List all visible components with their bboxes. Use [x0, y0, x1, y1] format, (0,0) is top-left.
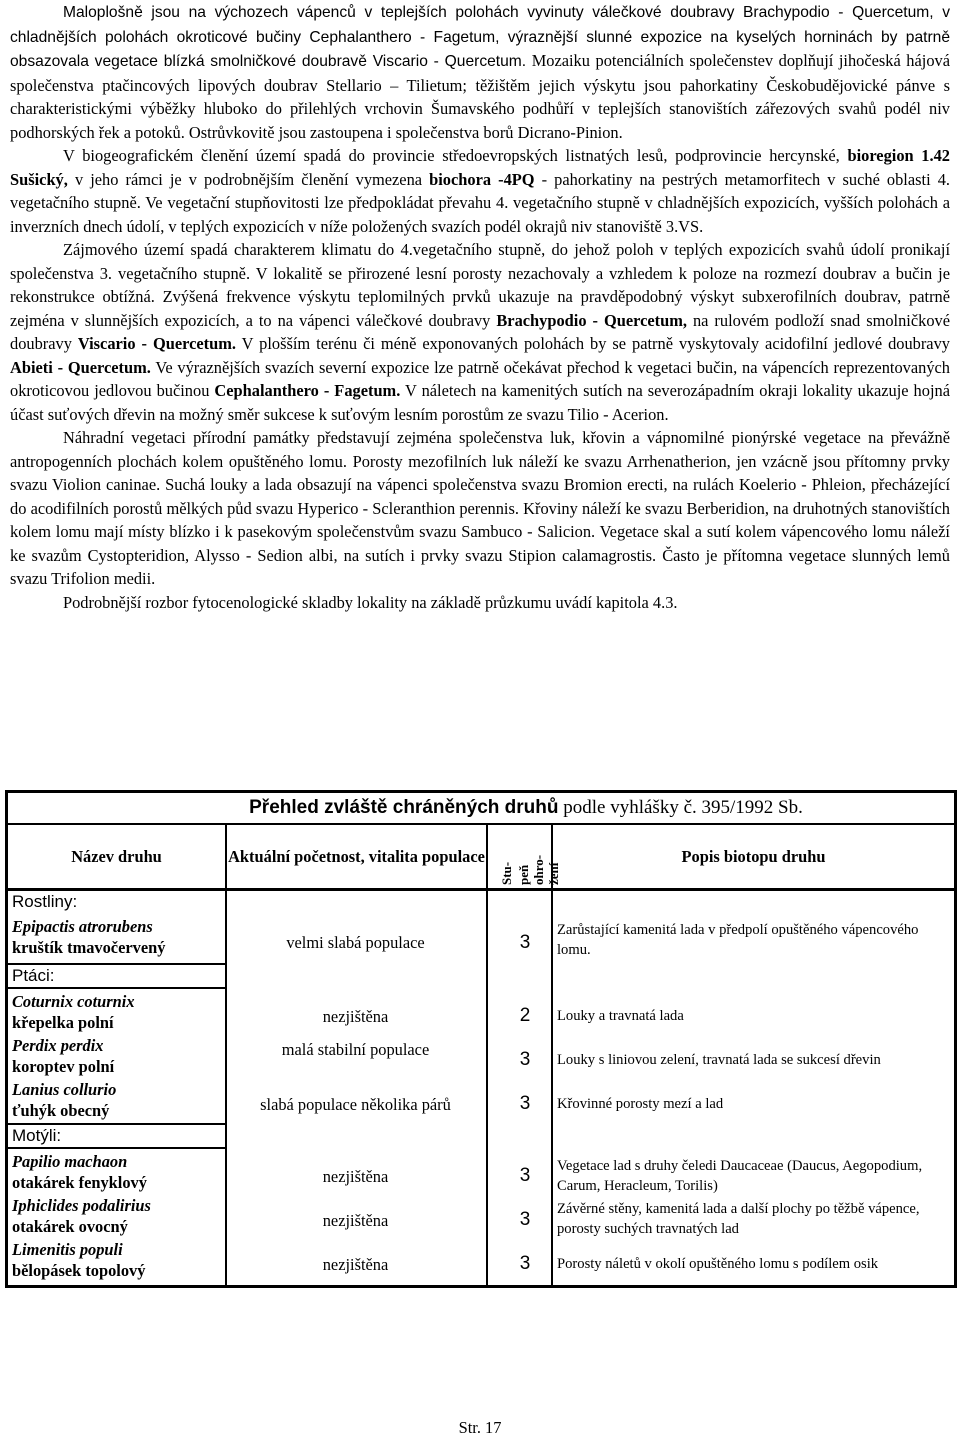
- species-perdix: Perdix perdix koroptev polní: [12, 1036, 115, 1076]
- degree-cell: 3: [519, 1093, 531, 1114]
- population-cell: nezjištěna: [322, 1255, 389, 1274]
- population-cell: velmi slabá populace: [286, 933, 425, 952]
- header-degree: Stu- peň ohro- žení: [488, 825, 551, 891]
- degree-cell: 3: [519, 1165, 531, 1186]
- species-iphiclides: Iphiclides podalirius otakárek ovocný: [12, 1196, 151, 1236]
- population-cell: nezjištěna: [322, 1211, 389, 1230]
- biotope-cell: Vegetace lad s druhy čeledi Daucaceae (Daucus, Aegopodium, Carum, Heracleum, Torilis): [557, 1158, 923, 1194]
- species-papilio: Papilio machaon otakárek fenyklový: [12, 1152, 147, 1192]
- group-butterflies: Motýli:: [8, 1123, 225, 1149]
- biotope-cell: Zarůstající kamenitá lada v předpolí opuštěného vápencového lomu.: [557, 922, 919, 958]
- degree-cell: 3: [519, 1049, 531, 1070]
- paragraph-4: Náhradní vegetaci přírodní památky představují zejména společenstva luk, křovin a vápnomilné pionýrské vegetace na převážně antropogenních plochách kolem opuštěného lomu. Porosty mezofilních luk náleží ke svazu Arrhenatherion, jen vzácně jsou přítomny prvky svazu Violion caninae. Suchá louky a lada obsazují na vápenci společenstva svazu Bromion erecti, na rulách Koelerio - Phleion, přecházející do acodifilních porostů mělkých půd svazu Hyperico - Scleranthion perennis. Křoviny náleží ke svazu Berberidion, na druhotných stanovištích kolem lomu mají místy blízko i k pasekovým společenstvům svazu Sambuco - Salicion. Vegetace skal a sutí kolem vápencového lomu náleží ke svazům Cystopteridion, Alysso - Sedion albi, na sutích i prvky svazu Stipion calamagrostis. Často je přítomna vegetace slunných lemů svazu Trifolion medii.: [10, 428, 950, 588]
- group-birds: Ptáci:: [8, 963, 225, 989]
- group-plants: Rostliny:: [12, 892, 78, 911]
- header-biotope: Popis biotopu druhu: [553, 825, 954, 891]
- degree-cell: 2: [519, 1005, 531, 1026]
- biotope-cell: Křovinné porosty mezí a lad: [557, 1096, 724, 1112]
- degree-cell: 3: [519, 932, 531, 953]
- body-text: [10, 0, 950, 614]
- paragraph-5: Podrobnější rozbor fytocenologické skladby lokality na základě průzkumu uvádí kapitola 4.3.: [63, 592, 678, 612]
- degree-cell: 3: [519, 1209, 531, 1230]
- header-name: Název druhu: [8, 825, 225, 891]
- population-cell: slabá populace několika párů: [260, 1095, 451, 1114]
- table-title: Přehled zvláště chráněných druhů podle vyhlášky č. 395/1992 Sb.: [8, 793, 954, 825]
- header-population: Aktuální početnost, vitalita populace: [227, 825, 486, 891]
- biotope-cell: Závěrné stěny, kamenitá lada a další plochy po těžbě vápence, porosty suchých travnatých lad: [557, 1201, 920, 1237]
- biotope-cell: Louky s liniovou zelení, travnatá lada se sukcesí dřevin: [557, 1052, 881, 1068]
- species-coturnix: Coturnix coturnix křepelka polní: [12, 992, 135, 1032]
- species-column: [8, 891, 225, 1285]
- population-cell: malá stabilní populace: [281, 1040, 430, 1059]
- paragraph-1: Maloplošně jsou na výchozech vápenců v teplejších polohách vyvinuty válečkové doubravy Brachypodio - Quercetum, v chladnějších polohách okroticové bučiny Cephalanthero - Fagetum, výraznější slunné expozice na kyselých horninách by patrně obsazovala vegetace blízká smolničkové doubravě Viscario - Quercetum. Mozaiku potenciálních společenstev doplňují jihočeská hájová společenstva ptačincových lipových doubrav Stellario – Tilietum; těžištěm jejich výskytu jsou pahorkatiny Českobudějovické pánve s charakteristickými výběžky hluboko do přilehlých vrchovin Šumavského podhůří v teplejších stanovištích zářezových svahů podél niv podhorských řek a potoků. Ostrůvkovitě jsou zastoupena i společenstva borů Dicrano-Pinion.: [10, 4, 950, 142]
- species-epipactis: Epipactis atrorubens kruštík tmavočervený: [12, 917, 166, 957]
- page-number: Str. 17: [458, 1418, 502, 1437]
- species-lanius: Lanius collurio ťuhýk obecný: [12, 1080, 117, 1120]
- paragraph-3: Zájmového území spadá charakterem klimatu do 4.vegetačního stupně, do jehož poloh v teplých expozicích svahů údolí pronikají společenstva 3. vegetačního stupně. V lokalitě se přirozené lesní porosty nezachovaly a vzhledem k poloze na rozmezí doubrav a bučin je rekonstrukce obtížná. Zvýšená frekvence výskytu teplomilných prvků ukazuje na pravděpodobný výskyt subxerofilních doubrav, patrně zejména v slunnějších expozicích, a to na vápenci válečkové doubravy Brachypodio - Quercetum, na rulovém podloží snad smolničkové doubravy Viscario - Quercetum. V plošším terénu či méně exponovaných polohách by se patrně vyskytovaly acidofilní jedlové doubravy Abieti - Quercetum. Ve výraznějších svazích severní expozice lze patrně očekávat přechod k vegetaci bučin, na vápencích reprezentovaných okroticovou jedlovou bučinou Cephalanthero - Fagetum. V náletech na kamenitých sutích na severozápadním okraji lokality ukazuje hojná účast suťových dřevin na možný směr sukcese k suťovým lesním porostům ze svazu Tilio - Acerion.: [10, 240, 950, 424]
- column-divider: [225, 825, 227, 1285]
- paragraph-2: V biogeografickém členění území spadá do provincie středoevropských listnatých lesů, podprovincie hercynské, bioregion 1.42 Sušický, v jeho rámci je v podrobnějším členění vymezena biochora -4PQ - pahorkatiny na pestrých metamorfitech v suché oblasti 4. vegetačního stupně. Ve vegetační stupňovitosti lze předpokládat převahu 4. vegetačního stupně v chladnějších expozicích, vyšších polohách a inverzních dnech údolí, v teplých expozicích v níže položených svazích podél okrajů niv stanoviště 3.VS.: [10, 146, 950, 236]
- population-cell: nezjištěna: [322, 1007, 389, 1026]
- population-cell: nezjištěna: [322, 1167, 389, 1186]
- degree-cell: 3: [519, 1253, 531, 1274]
- column-divider: [486, 825, 488, 1285]
- biotope-cell: Louky a travnatá lada: [557, 1008, 684, 1024]
- column-divider: [551, 825, 553, 1285]
- species-limenitis: Limenitis populi bělopásek topolový: [12, 1240, 146, 1280]
- protected-species-table: [5, 790, 957, 1288]
- biotope-cell: Porosty náletů v okolí opuštěného lomu s podílem osik: [557, 1256, 879, 1272]
